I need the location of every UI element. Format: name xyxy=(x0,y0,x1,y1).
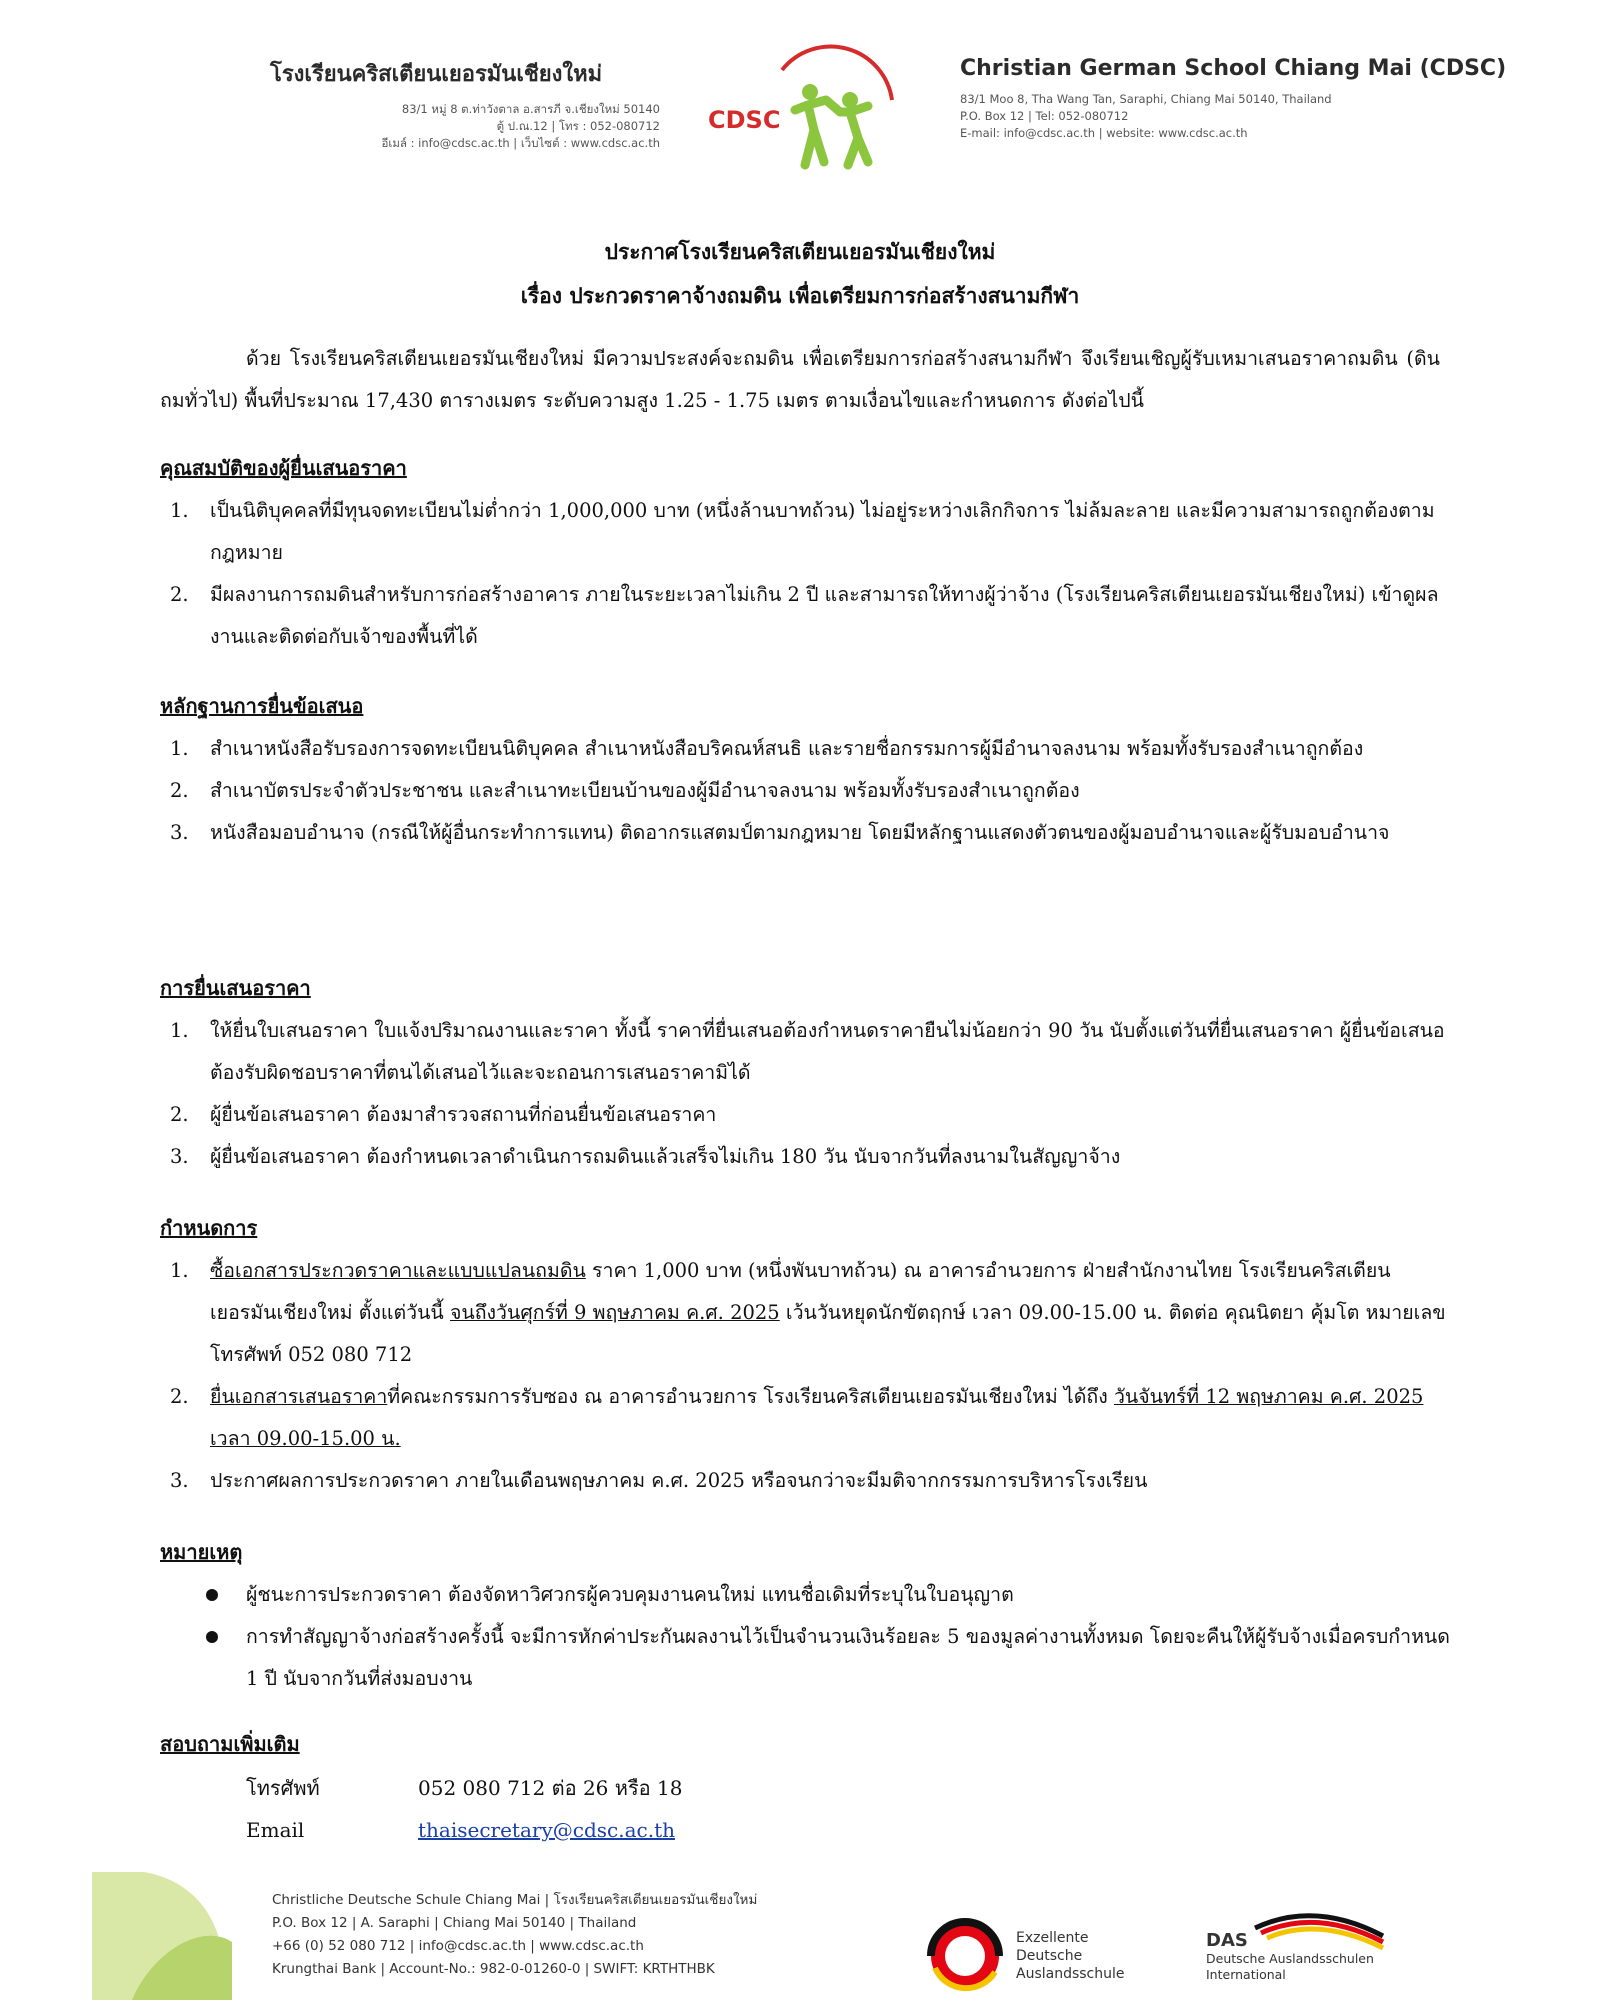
qualifications-heading: คุณสมบัติของผู้ยื่นเสนอราคา xyxy=(160,456,407,480)
list-item: 2. ยื่นเอกสารเสนอราคาที่คณะกรรมการรับซอง ณ อาคารอำนวยการ โรงเรียนคริสเตียนเยอรมันเชียงใหม่ ได้ถึง วันจันทร์ที่ 12 พฤษภาคม ค.ศ. 2025 เวลา 09.00-15.00 น. xyxy=(170,1385,1424,1450)
list-item-text: มีผลงานการถมดินสำหรับการก่อสร้างอาคาร ภายในระยะเวลาไม่เกิน 2 ปี และสามารถให้ทางผู้ว่าจ้าง (โรงเรียนคริสเตียนเยอรมันเชียงใหม่) เข้าดูผลงานและติดต่อกับเจ้าของพื้นที่ได้ xyxy=(210,583,1439,648)
email-link[interactable]: thaisecretary@cdsc.ac.th xyxy=(418,1818,675,1842)
announcement-title: ประกาศโรงเรียนคริสเตียนเยอรมันเชียงใหม่ xyxy=(604,239,996,264)
school-name-english: Christian German School Chiang Mai (CDSC) xyxy=(960,56,1507,81)
qualifications-list xyxy=(160,490,1450,658)
submission-deadline: วันจันทร์ที่ 12 พฤษภาคม ค.ศ. 2025 เวลา 09.00-15.00 น. xyxy=(210,1385,1424,1450)
school-name-thai: โรงเรียนคริสเตียนเยอรมันเชียงใหม่ xyxy=(270,62,603,87)
das-text xyxy=(1206,1930,1374,1983)
das-line: Deutsche Auslandsschulen xyxy=(1206,1951,1374,1966)
announcement-subject: เรื่อง ประกวดราคาจ้างถมดิน เพื่อเตรียมการก่อสร้างสนามกีฬา xyxy=(520,283,1080,308)
phone-value: 052 080 712 ต่อ 26 หรือ 18 xyxy=(418,1776,683,1800)
footer-line: Krungthai Bank | Account-No.: 982-0-01260-0 | SWIFT: KRTHTHBK xyxy=(272,1961,715,1977)
green-blob-icon xyxy=(92,1872,232,2000)
das-line: International xyxy=(1206,1967,1286,1982)
phone-label: โทรศัพท์ xyxy=(246,1776,320,1800)
address-thai-line1: 83/1 หมู่ 8 ต.ท่าวังตาล อ.สารภี จ.เชียงใหม่ 50140 xyxy=(401,102,660,116)
exzellente-text xyxy=(1016,1929,1125,1983)
purchase-deadline: จนถึงวันศุกร์ที่ 9 พฤษภาคม ค.ศ. 2025 xyxy=(449,1301,780,1324)
list-item-text: ผู้ยื่นข้อเสนอราคา ต้องมาสำรวจสถานที่ก่อนยื่นข้อเสนอราคา xyxy=(210,1103,717,1126)
schedule-heading: กำหนดการ xyxy=(160,1216,258,1240)
address-english-line3: E-mail: info@cdsc.ac.th | website: www.cdsc.ac.th xyxy=(960,126,1248,140)
email-label: Email xyxy=(246,1818,305,1842)
list-item-text: การทำสัญญาจ้างก่อสร้างครั้งนี้ จะมีการหักค่าประกันผลงานไว้เป็นจำนวนเงินร้อยละ 5 ของมูลค่างานทั้งหมด โดยจะคืนให้ผู้รับจ้างเมื่อครบกำหนด 1 ปี นับจากวันที่ส่งมอบงาน xyxy=(246,1625,1450,1690)
exzellente-line: Exzellente xyxy=(1016,1930,1089,1946)
document-purchase-label: ซื้อเอกสารประกวดราคาและแบบแปลนถมดิน xyxy=(210,1259,586,1282)
address-thai-line3: อีเมล์ : info@cdsc.ac.th | เว็บไซต์ : www.cdsc.ac.th xyxy=(381,136,660,150)
intro-text: ด้วย โรงเรียนคริสเตียนเยอรมันเชียงใหม่ มีความประสงค์จะถมดิน เพื่อเตรียมการก่อสร้างสนามกีฬา จึงเรียนเชิญผู้รับเหมาเสนอราคาถมดิน (ดินถมทั่วไป) พื้นที่ประมาณ 17,430 ตารางเมตร ระดับความสูง 1.25 - 1.75 เมตร ตามเงื่อนไขและกำหนดการ ดังต่อไปนี้ xyxy=(160,347,1440,412)
submission-label: ยื่นเอกสารเสนอราคา xyxy=(210,1385,388,1408)
list-item: 3. ผู้ยื่นข้อเสนอราคา ต้องกำหนดเวลาดำเนินการถมดินแล้วเสร็จไม่เกิน 180 วัน นับจากวันที่ลงนามในสัญญาจ้าง xyxy=(170,1145,1121,1168)
list-item-text: ให้ยื่นใบเสนอราคา ใบแจ้งปริมาณงานและราคา ทั้งนี้ ราคาที่ยื่นเสนอต้องกำหนดราคายืนไม่น้อยกว่า 90 วัน นับตั้งแต่วันที่ยื่นเสนอราคา ผู้ยื่นข้อเสนอต้องรับผิดชอบราคาที่ตนได้เสนอไว้และจะถอนการเสนอราคามิได้ xyxy=(210,1019,1445,1084)
address-thai xyxy=(270,101,660,152)
evidence-heading: หลักฐานการยื่นข้อเสนอ xyxy=(160,694,364,718)
contact-heading: สอบถามเพิ่มเติม xyxy=(160,1732,300,1756)
notes-list xyxy=(160,1574,1450,1700)
letterhead-english xyxy=(960,56,1507,142)
list-item: 3. หนังสือมอบอำนาจ (กรณีให้ผู้อื่นกระทำการแทน) ติดอากรแสตมป์ตามกฎหมาย โดยมีหลักฐานแสดงตัวตนของผู้มอบอำนาจและผู้รับมอบอำนาจ xyxy=(170,821,1390,844)
intro-paragraph xyxy=(160,338,1440,422)
list-item: 1. สำเนาหนังสือรับรองการจดทะเบียนนิติบุคคล สำเนาหนังสือบริคณห์สนธิ และรายชื่อกรรมการผู้มีอำนาจลงนาม พร้อมทั้งรับรองสำเนาถูกต้อง xyxy=(170,737,1364,760)
contact-email xyxy=(246,1818,675,1842)
list-item: 2. ผู้ยื่นข้อเสนอราคา ต้องมาสำรวจสถานที่ก่อนยื่นข้อเสนอราคา xyxy=(170,1103,717,1126)
list-item: 1. เป็นนิติบุคคลที่มีทุนจดทะเบียนไม่ต่ำกว่า 1,000,000 บาท (หนึ่งล้านบาทถ้วน) ไม่อยู่ระหว่างเลิกกิจการ ไม่ล้มละลาย และมีความสามารถถูกต้องตามกฎหมาย xyxy=(170,499,1435,564)
exzellente-logo xyxy=(925,1918,1015,1994)
notes-heading: หมายเหตุ xyxy=(160,1540,243,1564)
letterhead-thai xyxy=(270,56,660,152)
cdsc-logo-icon xyxy=(700,30,900,180)
das-abbrev: DAS xyxy=(1206,1930,1248,1951)
footer-line: Christliche Deutsche Schule Chiang Mai | โรงเรียนคริสเตียนเยอรมันเชียงใหม่ xyxy=(272,1892,758,1908)
contact-phone xyxy=(246,1772,683,1804)
list-item xyxy=(160,1574,1450,1616)
list-item-text: หนังสือมอบอำนาจ (กรณีให้ผู้อื่นกระทำการแทน) ติดอากรแสตมป์ตามกฎหมาย โดยมีหลักฐานแสดงตัวตนของผู้มอบอำนาจและผู้รับมอบอำนาจ xyxy=(210,821,1390,844)
schedule-list xyxy=(160,1250,1450,1502)
list-item-text: สำเนาบัตรประจำตัวประชาชน และสำเนาทะเบียนบ้านของผู้มีอำนาจลงนาม พร้อมทั้งรับรองสำเนาถูกต้อง xyxy=(210,779,1080,802)
bullet-icon xyxy=(206,1589,218,1601)
address-english-line1: 83/1 Moo 8, Tha Wang Tan, Saraphi, Chiang Mai 50140, Thailand xyxy=(960,92,1332,106)
evidence-list xyxy=(160,728,1450,854)
list-item-text: ผู้ยื่นข้อเสนอราคา ต้องกำหนดเวลาดำเนินการถมดินแล้วเสร็จไม่เกิน 180 วัน นับจากวันที่ลงนามในสัญญาจ้าง xyxy=(210,1145,1121,1168)
list-item-text: ผู้ชนะการประกวดราคา ต้องจัดหาวิศวกรผู้ควบคุมงานคนใหม่ แทนชื่อเดิมที่ระบุในใบอนุญาต xyxy=(246,1583,1014,1606)
footer-decoration xyxy=(92,1872,232,2000)
list-item-text: สำเนาหนังสือรับรองการจดทะเบียนนิติบุคคล สำเนาหนังสือบริคณห์สนธิ และรายชื่อกรรมการผู้มีอำนาจลงนาม พร้อมทั้งรับรองสำเนาถูกต้อง xyxy=(210,737,1364,760)
footer-line: +66 (0) 52 080 712 | info@cdsc.ac.th | www.cdsc.ac.th xyxy=(272,1938,644,1954)
list-item: 2. มีผลงานการถมดินสำหรับการก่อสร้างอาคาร ภายในระยะเวลาไม่เกิน 2 ปี และสามารถให้ทางผู้ว่าจ้าง (โรงเรียนคริสเตียนเยอรมันเชียงใหม่) เข้าดูผลงานและติดต่อกับเจ้าของพื้นที่ได้ xyxy=(170,583,1439,648)
list-item-text: ที่คณะกรรมการรับซอง ณ อาคารอำนวยการ โรงเรียนคริสเตียนเยอรมันเชียงใหม่ ได้ถึง xyxy=(387,1385,1114,1408)
address-english-line2: P.O. Box 12 | Tel: 052-080712 xyxy=(960,109,1129,123)
list-item-text: เป็นนิติบุคคลที่มีทุนจดทะเบียนไม่ต่ำกว่า 1,000,000 บาท (หนึ่งล้านบาทถ้วน) ไม่อยู่ระหว่างเลิกกิจการ ไม่ล้มละลาย และมีความสามารถถูกต้องตามกฎหมาย xyxy=(210,499,1435,564)
footer-address xyxy=(272,1889,757,1981)
cdsc-logo xyxy=(700,30,900,180)
submission-list xyxy=(160,1010,1450,1178)
exzellente-seal-icon xyxy=(925,1918,1015,1994)
list-item: 3. ประกาศผลการประกวดราคา ภายในเดือนพฤษภาคม ค.ศ. 2025 หรือจนกว่าจะมีมติจากกรรมการบริหารโรงเรียน xyxy=(170,1469,1148,1492)
submission-heading: การยื่นเสนอราคา xyxy=(160,976,311,1000)
list-item: 2. สำเนาบัตรประจำตัวประชาชน และสำเนาทะเบียนบ้านของผู้มีอำนาจลงนาม พร้อมทั้งรับรองสำเนาถูกต้อง xyxy=(170,779,1080,802)
list-item-text: ราคา 1,000 บาท (หนึ่งพันบาทถ้วน) ณ อาคารอำนวยการ ฝ่ายสำนักงานไทย โรงเรียนคริสเตียนเยอรมันเชียงใหม่ ตั้งแต่วันนี้ xyxy=(210,1259,1391,1324)
exzellente-line: Auslandsschule xyxy=(1016,1966,1125,1982)
list-item-text: ประกาศผลการประกวดราคา ภายในเดือนพฤษภาคม ค.ศ. 2025 หรือจนกว่าจะมีมติจากกรรมการบริหารโรงเรียน xyxy=(210,1469,1148,1492)
exzellente-line: Deutsche xyxy=(1016,1948,1083,1964)
address-english xyxy=(960,91,1400,142)
address-thai-line2: ตู้ ป.ณ.12 | โทร : 052-080712 xyxy=(496,119,660,133)
bullet-icon xyxy=(206,1631,218,1643)
list-item-text: เว้นวันหยุดนักขัตฤกษ์ เวลา 09.00-15.00 น. ติดต่อ คุณนิตยา คุ้มโต หมายเลขโทรศัพท์ 052 080 712 xyxy=(210,1301,1446,1366)
list-item xyxy=(160,1616,1450,1700)
logo-text: CDSC xyxy=(708,106,781,134)
footer-line: P.O. Box 12 | A. Saraphi | Chiang Mai 50140 | Thailand xyxy=(272,1915,637,1931)
list-item: 1. ให้ยื่นใบเสนอราคา ใบแจ้งปริมาณงานและราคา ทั้งนี้ ราคาที่ยื่นเสนอต้องกำหนดราคายืนไม่น้อยกว่า 90 วัน นับตั้งแต่วันที่ยื่นเสนอราคา ผู้ยื่นข้อเสนอต้องรับผิดชอบราคาที่ตนได้เสนอไว้และจะถอนการเสนอราคามิได้ xyxy=(170,1019,1445,1084)
list-item: 1. ซื้อเอกสารประกวดราคาและแบบแปลนถมดิน ราคา 1,000 บาท (หนึ่งพันบาทถ้วน) ณ อาคารอำนวยการ ฝ่ายสำนักงานไทย โรงเรียนคริสเตียนเยอรมันเชียงใหม่ ตั้งแต่วันนี้ จนถึงวันศุกร์ที่ 9 พฤษภาคม ค.ศ. 2025 เว้นวันหยุดนักขัตฤกษ์ เวลา 09.00-15.00 น. ติดต่อ คุณนิตยา คุ้มโต หมายเลขโทรศัพท์ 052 080 712 xyxy=(170,1259,1446,1366)
